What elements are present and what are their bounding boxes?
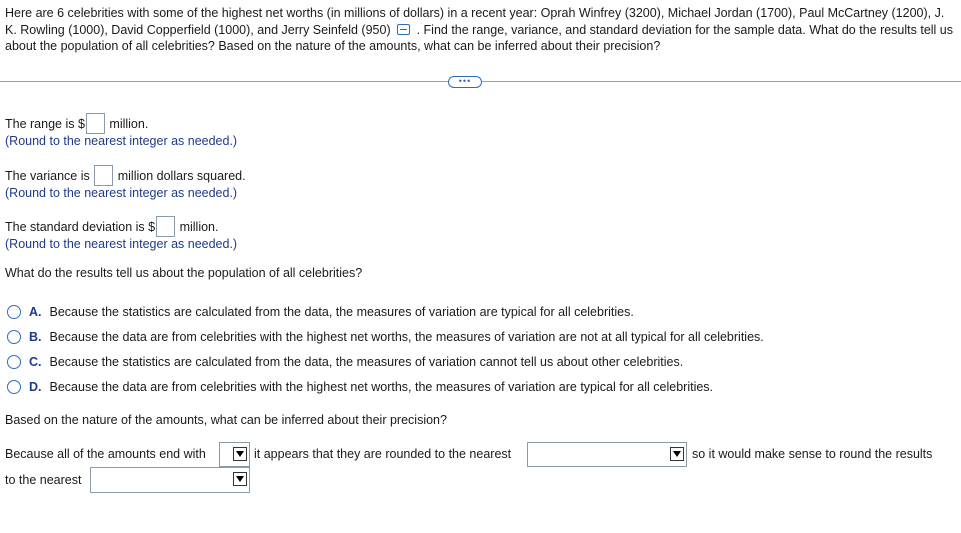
option-a-radio[interactable] <box>7 305 21 319</box>
population-question: What do the results tell us about the population of all celebrities? <box>5 266 363 280</box>
chevron-down-icon[interactable] <box>233 447 247 461</box>
option-c-radio[interactable] <box>7 355 21 369</box>
range-hint: (Round to the nearest integer as needed.) <box>5 134 238 148</box>
question-text-part2: . Find the range, variance, and standard deviation for the sample data. What do the results tell us about the population of all celebrities? Based on the nature of the amounts, what can be inferred about their precision? <box>5 22 954 53</box>
variance-answer-input[interactable] <box>94 165 113 186</box>
precision-part4: to the nearest <box>5 473 82 487</box>
variance-hint: (Round to the nearest integer as needed.) <box>5 186 238 200</box>
result-rounding-dropdown[interactable] <box>90 467 250 493</box>
more-button[interactable]: ••• <box>448 76 482 88</box>
option-b-text: Because the data are from celebrities with the highest net worths, the measures of variation are not at all typical for all celebrities. <box>49 330 764 344</box>
precision-part2: it appears that they are rounded to the nearest <box>254 447 512 461</box>
option-b-letter: B. <box>29 330 42 344</box>
option-c[interactable] <box>7 355 683 370</box>
option-c-text: Because the statistics are calculated from the data, the measures of variation cannot tell us about other celebrities. <box>49 355 684 369</box>
std-dev-answer-input[interactable] <box>156 216 175 237</box>
option-d[interactable] <box>7 380 713 395</box>
rounding-place-dropdown[interactable] <box>527 442 687 467</box>
variance-prefix: The variance is <box>5 168 90 183</box>
question-text-part1: Here are 6 celebrities with some of the highest net worths (in millions of dollars) in a recent year: Oprah Winfrey (3200), Michael Jordan (1700), Paul McCartney (1200), J. K. Rowling (1000), David Copperfield (1000), and Jerry Seinfeld (950) <box>5 6 945 37</box>
range-prefix: The range is $ <box>5 116 85 131</box>
option-d-text: Because the data are from celebrities with the highest net worths, the measures of variation are typical for all celebrities. <box>49 380 714 394</box>
option-d-letter: D. <box>29 380 42 394</box>
variance-suffix: million dollars squared. <box>117 168 246 183</box>
option-a[interactable] <box>7 305 634 320</box>
chevron-down-icon[interactable] <box>670 447 684 461</box>
copy-data-icon[interactable] <box>397 24 410 35</box>
std-dev-hint: (Round to the nearest integer as needed.) <box>5 237 238 251</box>
range-line <box>5 114 148 135</box>
option-c-letter: C. <box>29 355 42 369</box>
question-text <box>5 5 955 55</box>
variance-line <box>5 166 246 187</box>
option-a-text: Because the statistics are calculated from the data, the measures of variation are typical for all celebrities. <box>49 305 634 319</box>
precision-part1: Because all of the amounts end with <box>5 447 206 461</box>
std-dev-suffix: million. <box>179 219 219 234</box>
precision-part3: so it would make sense to round the results <box>692 447 933 461</box>
chevron-down-icon[interactable] <box>233 472 247 486</box>
option-d-radio[interactable] <box>7 380 21 394</box>
precision-question: Based on the nature of the amounts, what can be inferred about their precision? <box>5 413 447 427</box>
range-answer-input[interactable] <box>86 113 105 134</box>
option-b-radio[interactable] <box>7 330 21 344</box>
std-dev-prefix: The standard deviation is $ <box>5 219 156 234</box>
std-dev-line <box>5 217 218 238</box>
range-suffix: million. <box>109 116 149 131</box>
option-b[interactable] <box>7 330 764 345</box>
option-a-letter: A. <box>29 305 42 319</box>
last-digit-dropdown[interactable] <box>219 442 250 467</box>
